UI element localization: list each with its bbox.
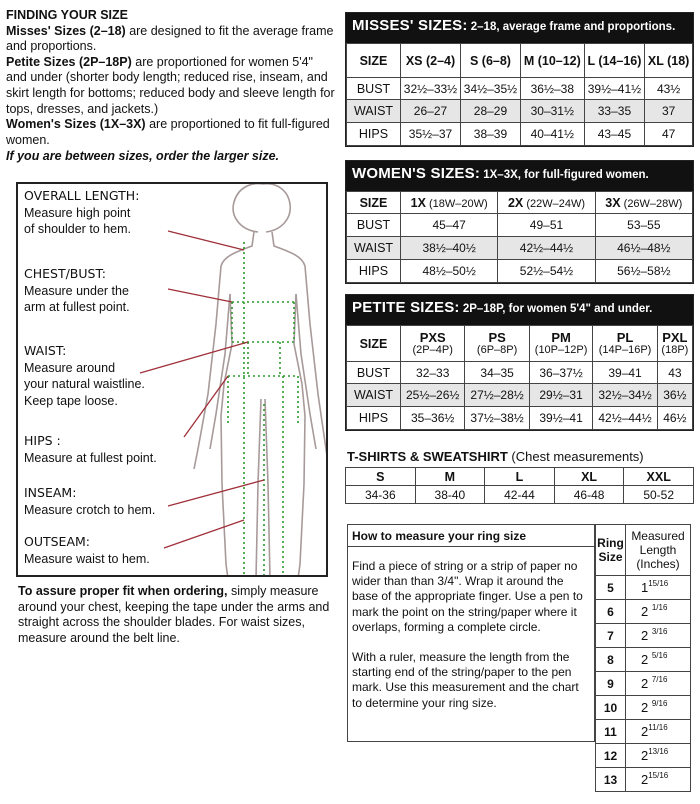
table-row: BUST 45–47 49–51 53–55 [347, 214, 693, 237]
ring-header-row: Ring Size Measured Length (Inches) [596, 525, 691, 576]
petite-size-chart [345, 294, 694, 431]
waist-label: WAIST: Measure around your natural waistline. Keep tape loose. [24, 343, 145, 408]
misses-header-row: SIZE XS (2–4) S (6–8) M (10–12) L (14–16) XL (18) [347, 44, 693, 78]
table-row: 34-36 38-40 42-44 46-48 50-52 [346, 486, 694, 504]
table-row: HIPS 35–36½ 37½–38½ 39½–41 42½–44½ 46½ [347, 407, 693, 430]
table-row: 10 2 $^{9/16}$ [596, 696, 691, 720]
table-row: 8 2 $^{5/16}$ [596, 648, 691, 672]
table-row: 9 2 $^{7/16}$ [596, 672, 691, 696]
table-row: HIPS 35½–37 38–39 40–41½ 43–45 47 [347, 123, 693, 146]
table-row: BUST 32½–33½ 34½–35½ 36½–38 39½–41½ 43½ [347, 78, 693, 100]
table-row: WAIST 38½–40½ 42½–44½ 46½–48½ [347, 237, 693, 260]
tshirt-title: T-SHIRTS & SWEATSHIRT (Chest measurements) [347, 449, 644, 464]
women-size-chart [345, 160, 694, 284]
ring-howto-step2: With a ruler, measure the length from the starting end of the string/paper to the pen mark. Use this measurement and the chart to determine your ring size. [352, 650, 579, 710]
measurement-guides [228, 242, 298, 577]
table-row: BUST 32–33 34–35 36–37½ 39–41 43 [347, 362, 693, 384]
petite-description: Petite Sizes (2P–18P) are proportioned for women 5'4" and under (shorter body length; reduced rise, inseam, and skirt length for bottoms; reduced body and sleeve length for tops, dresses, and jackets.) [6, 54, 335, 116]
ring-howto-step1: Find a piece of string or a strip of paper no wider than than 3/4". Wrap it around the base of the appropriate finger. Use a pen to mark the point on the string/paper where it overlaps, forming a complete circle. [352, 559, 583, 634]
table-row: 13 $2^{15/16}$ [596, 768, 691, 792]
table-row: 12 $2^{13/16}$ [596, 744, 691, 768]
intro-heading: FINDING YOUR SIZE [6, 8, 129, 22]
women-description: Women's Sizes (1X–3X) are proportioned to fit full-figured women. [6, 117, 330, 147]
tshirt-size-chart [345, 467, 694, 504]
inseam-label: INSEAM: Measure crotch to hem. [24, 485, 156, 517]
size-header: SIZE [347, 44, 401, 78]
between-sizes-note: If you are between sizes, order the larger size. [6, 149, 280, 164]
table-row: WAIST 26–27 28–29 30–31½ 33–35 37 [347, 100, 693, 123]
overall-length-label: OVERALL LENGTH: Measure high point of shoulder to hem. [24, 188, 140, 236]
misses-title-bar: MISSES' SIZES: 2–18, average frame and proportions. [346, 13, 693, 43]
table-row: 5 $1^{15/16}$ [596, 576, 691, 600]
petite-title-bar: PETITE SIZES: 2P–18P, for women 5'4" and under. [346, 295, 693, 325]
pointer-lines [140, 231, 264, 548]
table-row: WAIST 25½–26½ 27½–28½ 29½–31 32½–34½ 36½ [347, 384, 693, 407]
intro-section [6, 8, 336, 165]
misses-description: Misses' Sizes (2–18) are designed to fit the average frame and proportions. [6, 23, 334, 54]
petite-header-row: SIZE PXS (2P–4P) PS (6P–8P) PM (10P–12P) PL (14P–16P) PXL (18P) [347, 326, 693, 362]
table-row: 6 2 $^{1/16}$ [596, 600, 691, 624]
ring-size-chart [595, 524, 691, 792]
fit-instructions: To assure proper fit when ordering, simply measure around your chest, keeping the tape under the arms and straight across the shoulder blades. For waist sizes, measure around the belt line. [18, 584, 330, 645]
table-row: 7 2 $^{3/16}$ [596, 624, 691, 648]
hips-label: HIPS : Measure at fullest point. [24, 433, 157, 465]
tshirt-header-row: S M L XL XXL [346, 468, 694, 486]
ring-howto-box [347, 524, 595, 742]
misses-size-chart [345, 12, 694, 147]
measurement-figure-box [16, 182, 328, 577]
table-row: HIPS 48½–50½ 52½–54½ 56½–58½ [347, 260, 693, 283]
women-title-bar: WOMEN'S SIZES: 1X–3X, for full-figured women. [346, 161, 693, 191]
outseam-label: OUTSEAM: Measure waist to hem. [24, 534, 150, 566]
table-row: 11 $2^{11/16}$ [596, 720, 691, 744]
ring-howto-title: How to measure your ring size [348, 525, 594, 547]
women-header-row: SIZE 1X (18W–20W) 2X (22W–24W) 3X (26W–28W) [347, 192, 693, 214]
chest-bust-label: CHEST/BUST: Measure under the arm at fullest point. [24, 266, 130, 314]
